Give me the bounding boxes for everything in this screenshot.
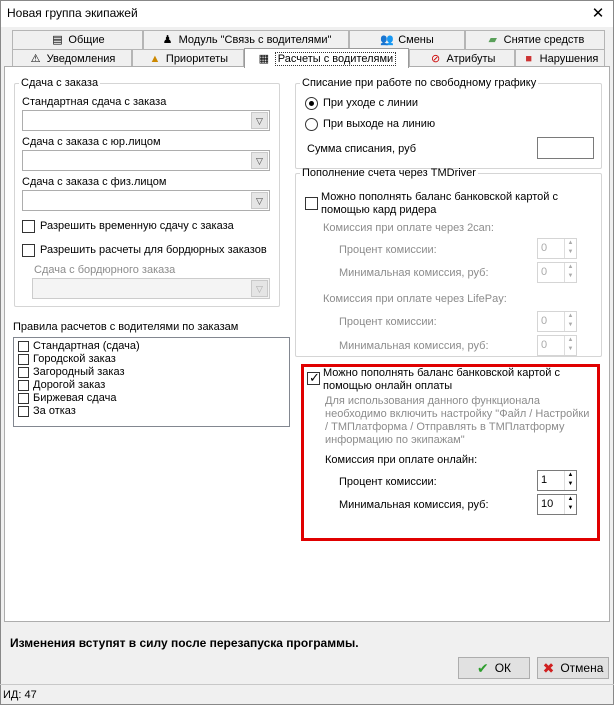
item-label: Загородный заказ bbox=[33, 366, 125, 378]
tab-label: Расчеты с водителями bbox=[275, 52, 396, 66]
cancel-button[interactable] bbox=[537, 657, 609, 679]
online-percent-label: Процент комиссии: bbox=[339, 476, 437, 488]
spin-value: 0 bbox=[541, 315, 548, 327]
tab-driver-payments[interactable] bbox=[244, 48, 409, 68]
tab-label: Общие bbox=[68, 34, 105, 46]
spin-value: 0 bbox=[541, 266, 548, 278]
2can-percent-spin bbox=[537, 238, 577, 259]
online-payment-label-2: помощью онлайн оплаты bbox=[323, 380, 453, 392]
card-reader-label-2: помощью кард ридера bbox=[321, 204, 437, 216]
restart-notice: Изменения вступят в силу после перезапуска программы. bbox=[10, 636, 359, 650]
ok-label: ОК bbox=[494, 661, 512, 675]
chevron-down-icon: ▽ bbox=[251, 280, 268, 297]
hint-line-1: Для использования данного функционала bbox=[325, 395, 540, 407]
list-item[interactable] bbox=[18, 405, 76, 417]
item-label: Дорогой заказ bbox=[33, 379, 106, 391]
online-payment-checkbox[interactable] bbox=[307, 372, 320, 385]
group-title: Пополнение счета через TMDriver bbox=[302, 167, 476, 179]
online-min-label: Минимальная комиссия, руб: bbox=[339, 499, 489, 511]
spin-value: 0 bbox=[541, 339, 548, 351]
card-reader-checkbox[interactable] bbox=[305, 197, 318, 210]
warning-icon: ⚠ bbox=[30, 53, 41, 65]
tab-shifts[interactable] bbox=[349, 30, 465, 49]
card-reader-label-1: Можно пополнять баланс банковской картой с bbox=[321, 191, 558, 203]
std-change-combo[interactable] bbox=[22, 110, 270, 131]
spin-arrows-icon: ▲ ▼ bbox=[564, 239, 576, 258]
item-checkbox[interactable] bbox=[18, 367, 29, 378]
std-change-label: Стандартная сдача с заказа bbox=[22, 96, 167, 108]
item-label: Биржевая сдача bbox=[33, 392, 117, 404]
tab-driver-module[interactable] bbox=[143, 30, 349, 49]
hint-line-3: / ТМПлатформа / Отправлять в ТМПлатформу bbox=[325, 421, 565, 433]
spin-value: 0 bbox=[541, 242, 548, 254]
money-icon: ▰ bbox=[488, 34, 497, 46]
calculator-icon: ▦ bbox=[258, 52, 269, 65]
lifepay-percent-spin bbox=[537, 311, 577, 332]
2can-percent-label: Процент комиссии: bbox=[339, 244, 437, 256]
cancel-label: Отмена bbox=[560, 661, 604, 675]
tab-label: Снятие средств bbox=[503, 34, 585, 46]
window-title: Новая группа экипажей bbox=[7, 6, 138, 20]
tab-label: Нарушения bbox=[539, 53, 599, 65]
online-percent-spin[interactable] bbox=[537, 470, 577, 491]
lifepay-min-spin bbox=[537, 335, 577, 356]
tab-withdrawal[interactable] bbox=[465, 30, 605, 49]
item-checkbox[interactable] bbox=[18, 354, 29, 365]
tab-label: Смены bbox=[398, 34, 434, 46]
border-change-combo bbox=[32, 278, 270, 299]
tab-label: Уведомления bbox=[46, 53, 116, 65]
2can-min-label: Минимальная комиссия, руб: bbox=[339, 267, 489, 279]
radio-on-enter[interactable] bbox=[305, 118, 318, 131]
list-item[interactable] bbox=[18, 353, 116, 365]
allow-border-label: Разрешить расчеты для бордюрных заказов bbox=[40, 244, 267, 256]
border-change-label: Сдача с бордюрного заказа bbox=[34, 264, 176, 276]
individual-change-label: Сдача с заказа с физ.лицом bbox=[22, 176, 167, 188]
individual-change-combo[interactable] bbox=[22, 190, 270, 211]
lifepay-min-label: Минимальная комиссия, руб: bbox=[339, 340, 489, 352]
driver-icon: ♟ bbox=[162, 34, 173, 46]
group-title: Сдача с заказа bbox=[21, 77, 99, 89]
fee-2can-title: Комиссия при оплате через 2can: bbox=[323, 222, 494, 234]
list-item[interactable] bbox=[18, 340, 140, 352]
lifepay-percent-label: Процент комиссии: bbox=[339, 316, 437, 328]
fee-lifepay-title: Комиссия при оплате через LifePay: bbox=[323, 293, 507, 305]
tab-label: Модуль "Связь с водителями" bbox=[178, 34, 332, 46]
item-checkbox[interactable] bbox=[18, 406, 29, 417]
item-checkbox[interactable] bbox=[18, 341, 29, 352]
spin-arrows-icon[interactable]: ▲ ▼ bbox=[564, 495, 576, 514]
allow-temp-label: Разрешить временную сдачу с заказа bbox=[40, 220, 234, 232]
chevron-down-icon[interactable]: ▽ bbox=[251, 192, 268, 209]
rules-list[interactable] bbox=[13, 337, 290, 427]
item-label: Стандартная (сдача) bbox=[33, 340, 140, 352]
group-title: Списание при работе по свободному графику bbox=[302, 77, 537, 89]
rules-title: Правила расчетов с водителями по заказам bbox=[13, 321, 239, 333]
allow-border-checkbox[interactable] bbox=[22, 244, 35, 257]
item-checkbox[interactable] bbox=[18, 380, 29, 391]
radio-on-leave-label: При уходе с линии bbox=[323, 97, 419, 109]
spin-arrows-icon[interactable]: ▲ ▼ bbox=[564, 471, 576, 490]
spin-arrows-icon: ▲ ▼ bbox=[564, 336, 576, 355]
amount-input[interactable] bbox=[537, 137, 594, 159]
radio-on-leave[interactable] bbox=[305, 97, 318, 110]
online-min-spin[interactable] bbox=[537, 494, 577, 515]
legal-change-label: Сдача с заказа с юр.лицом bbox=[22, 136, 161, 148]
hint-line-4: информацию по экипажам" bbox=[325, 434, 465, 446]
priority-icon: ▲ bbox=[149, 53, 161, 65]
tab-label: Атрибуты bbox=[446, 53, 496, 65]
legal-change-combo[interactable] bbox=[22, 150, 270, 171]
cancel-icon: ✖ bbox=[542, 659, 555, 676]
id-label: ИД: 47 bbox=[3, 689, 37, 701]
allow-temp-checkbox[interactable] bbox=[22, 220, 35, 233]
status-separator bbox=[0, 684, 614, 685]
spin-value: 1 bbox=[541, 474, 548, 486]
close-icon[interactable]: ✕ bbox=[591, 5, 605, 22]
tab-general[interactable] bbox=[12, 30, 143, 49]
spin-arrows-icon: ▲ ▼ bbox=[564, 263, 576, 282]
list-item[interactable] bbox=[18, 366, 125, 378]
check-icon: ✔ bbox=[476, 659, 489, 676]
list-item[interactable] bbox=[18, 392, 116, 404]
people-icon: 👥 bbox=[380, 34, 395, 46]
ok-button[interactable] bbox=[458, 657, 530, 679]
spin-arrows-icon: ▲ ▼ bbox=[564, 312, 576, 331]
radio-on-enter-label: При выходе на линию bbox=[323, 118, 436, 130]
list-item[interactable] bbox=[18, 379, 105, 391]
spin-value: 10 bbox=[541, 498, 554, 510]
chevron-down-icon[interactable]: ▽ bbox=[251, 112, 268, 129]
item-label: За отказ bbox=[33, 405, 76, 417]
amount-label: Сумма списания, руб bbox=[307, 143, 417, 155]
no-entry-icon: ⊘ bbox=[430, 53, 441, 65]
chevron-down-icon[interactable]: ▽ bbox=[251, 152, 268, 169]
item-checkbox[interactable] bbox=[18, 393, 29, 404]
online-payment-label-1: Можно пополнять баланс банковской картой с bbox=[323, 367, 560, 379]
document-icon: ▤ bbox=[52, 34, 63, 46]
2can-min-spin bbox=[537, 262, 577, 283]
violation-icon: ■ bbox=[525, 53, 532, 65]
title-bar bbox=[1, 1, 613, 27]
hint-line-2: необходимо включить настройку "Файл / Настройки bbox=[325, 408, 590, 420]
tab-label: Приоритеты bbox=[165, 53, 229, 65]
tab-content-panel bbox=[4, 66, 610, 622]
item-label: Городской заказ bbox=[33, 353, 116, 365]
online-fee-title: Комиссия при оплате онлайн: bbox=[325, 454, 478, 466]
